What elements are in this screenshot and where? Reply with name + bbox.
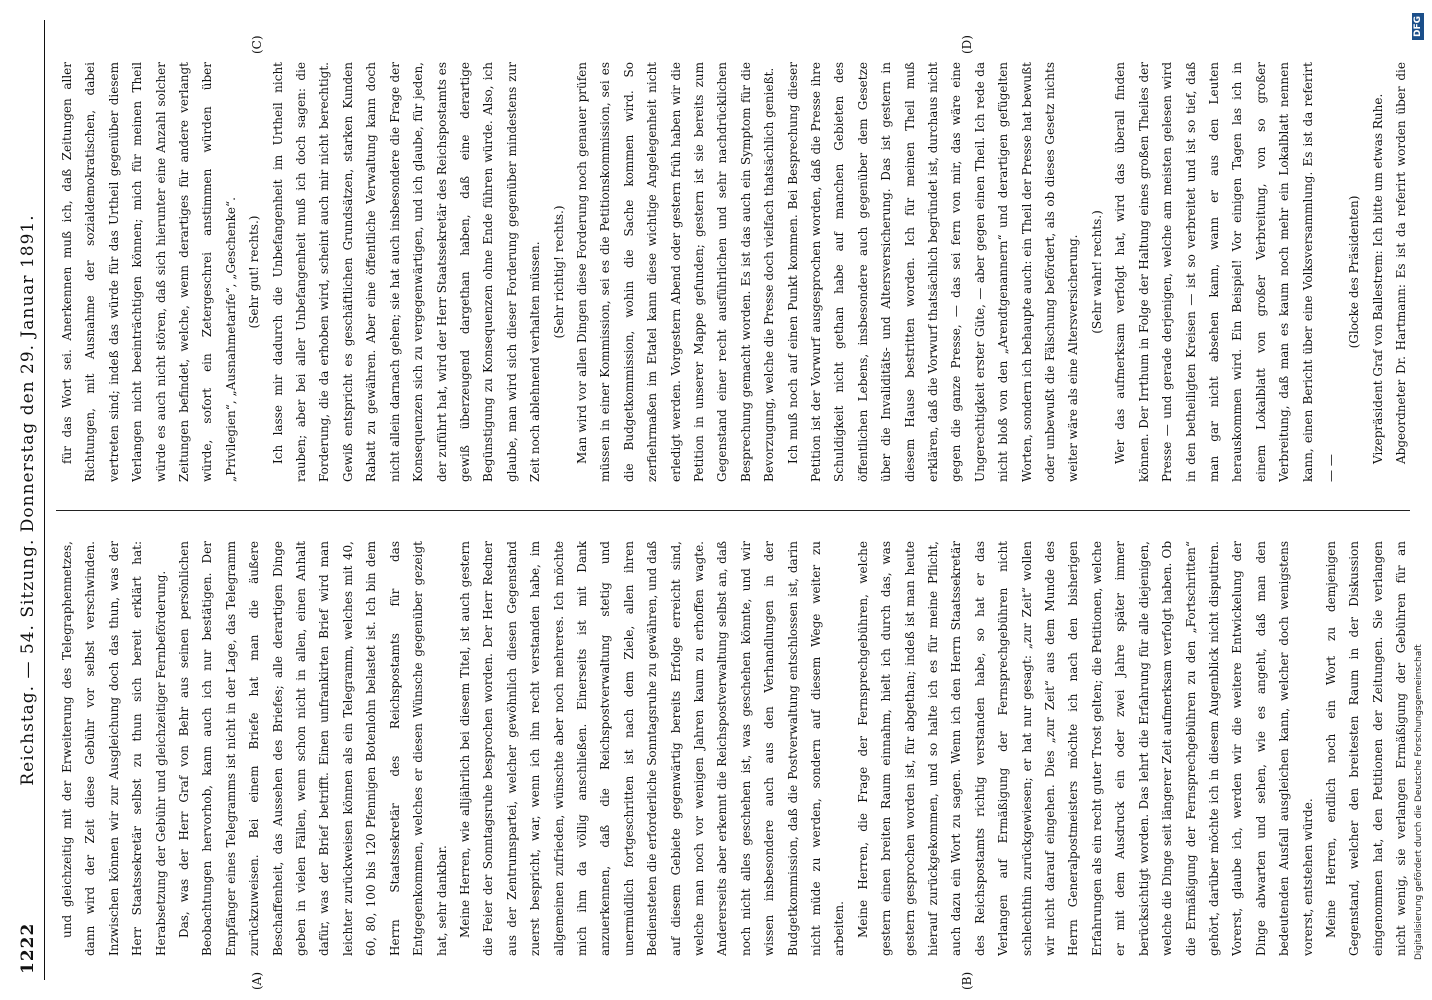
paragraph: Ich lasse mir dadurch die Unbefangenheit im Urtheil nicht rauben; aber bei aller Unbefangenheit muß ich doch sagen: die Forderung, die da erhoben wird, scheint auch mir nicht berechtigt. Gewiß entspricht es geschäftlichen Grundsätzen, starken Kunden Rabatt zu gewähren. Aber eine öffentliche Verwaltung kann doch nicht allein darnach gehen; sie hat auch insbesondere die Frage der Konsequenzen sich zu vergegenwärtigen, und ich glaube, für jeden, der zuführt hat, wird der Herr Staatssekretär des Reichspostamts es gewiß überzeugend dargethan haben, daß eine derartige Begünstigung zu Konsequenzen ohne Ende führen würde. Also, ich glaube, man wird sich dieser Forderung gegenüber mindestens zur Zeit noch ablehnend verhalten müssen.: [270, 62, 543, 482]
interjection: (Sehr gut! rechts.): [247, 215, 262, 329]
right-column: [56, 62, 1412, 482]
paragraph: für das Wort sei. Anerkennen muß ich, daß Zeitungen aller Richtungen, mit Ausnahme der sozialdemokratischen, dabei vertreten sind; indeß das würde für das Urtheil gegenüber diesem Verlangen nicht beeinträchtigen können; mich für meinen Theil würde es auch nicht stören, daß sich hierunter eine Anzahl solcher Zeitungen befindet, welche, wenn derartiges für andere verlangt würde, sofort ein Zetergeschrei anstimmen würden über „Privilegien“, „Ausnahmetarife“, „Geschenke“.: [60, 62, 238, 482]
margin-letter-d: (D): [960, 35, 974, 54]
margin-letter-a: (A): [250, 971, 264, 990]
column-divider: [56, 510, 1410, 511]
interjection: (Glocke des Präsidenten): [1347, 195, 1362, 349]
margin-letter-b: (B): [960, 971, 974, 990]
page-number: 1222: [18, 922, 38, 974]
interjection: (Sehr wahr! rechts.): [1089, 210, 1104, 334]
paragraph: Das, was der Herr Graf von Behr aus seinen persönlichen Beobachtungen hervorhob, kann auch ich nur bestätigen. Der Empfänger eines Telegramms ist nicht in der Lage, das Telegramm zurückzuweisen. Bei einem Briefe hat man die äußere Beschaffenheit, das Aussehen des Briefes; alle derartigen Dinge geben in vielen Fällen, wenn schon nicht in allen, einen Anhalt dafür, was der Brief betrifft. Einen unfrankirten Brief wird man leichter zurückweisen können als ein Telegramm, welches mit 40, 60, 80, 100 bis 120 Pfennigen Botenlohn belastet ist. Ich bin dem Herrn Staatssekretär des Reichspostamts für das Entgegenkommen, welches er diesen Wünsche gegenüber gezeigt hat, sehr dankbar.: [177, 541, 449, 956]
interjection: (Sehr richtig! rechts.): [551, 205, 566, 339]
paragraph: Meine Herren, endlich noch ein Wort zu demjenigen Gegenstand, welcher den breitesten Raum in der Diskussion eingenommen hat, den Petitionen der Zeitungen. Sie verlangen nicht wenig, sie verlangen Ermäßigung der Gebühren für an: [1323, 541, 1409, 956]
paragraph: Man wird vor allen Dingen diese Forderung noch genauer prüfen müssen in einer Kommission, sei es die Petitionskommission, sei es die Budgetkommission, wohin die Sache kommen wird. So zerfiehrmaßen im Etatel kann diese wichtige Angelegenheit nicht erledigt werden. Vorgestern Abend oder gestern früh haben wir die Petition in unserer Mappe gefunden; gestern ist sie bereits zum Gegenstand einer recht ausführlichen und sehr nachdrücklichen Besprechung gemacht worden. Es ist das auch ein Symptom für die Bevorzugung, welche die Presse doch vielfach thatsächlich genießt.: [574, 62, 777, 482]
paragraph: Meine Herren, wie alljährlich bei diesem Titel, ist auch gestern die Feier der Sonntagsruhe besprochen worden. Der Herr Redner aus der Zentrumspartei, welcher gewöhnlich diesen Gegenstand zuerst bespricht, war, wenn ich ihn recht verstanden habe, im allgemeinen zufrieden, wünschte aber noch mehreres. Ich möchte mich ihm da völlig anschließen. Einerseits ist mit Dank anzuerkennen, daß die Reichspostverwaltung stetig und unermüdlich fortgeschritten ist nach dem Ziele, allen ihren Bediensteten die erforderliche Sonntagsruhe zu gewähren, und daß auf diesem Gebiete gegenwärtig bereits Erfolge erreicht sind, welche man noch vor wenigen Jahren kaum zu erhoffen wagte. Andererseits aber erkennt die Reichspostverwaltung selbst an, daß noch nicht alles geschehen ist, was geschehen könnte, und wir wissen insbesondere auch aus den Verhandlungen in der Budgetkommission, daß die Postverwaltung entschlossen ist, darin nicht müde zu werden, sondern auf diesem Wege weiter zu arbeiten.: [457, 541, 847, 956]
page-title: Reichstag. — 54. Sitzung. Donnerstag den 29. Januar 1891.: [18, 214, 38, 786]
paragraph: Abgeordneter Dr. Hartmann: Es ist da referirt worden über die: [1394, 62, 1409, 464]
dfg-logo: DFG: [1412, 13, 1424, 40]
paragraph: Ich muß noch auf einen Punkt kommen. Bei Besprechung dieser Petition ist der Vorwurf ausgesprochen worden, daß die Presse ihre Schuldigkeit nicht gethan habe auf manchen Gebieten des öffentlichen Lebens, insbesondere auch gegenüber dem Gesetze über die Invaliditäts- und Altersversicherung. Das ist gestern in diesem Hause bestritten worden. Ich für meinen Theil muß erklären, daß die Vorwurf thatsächlich begründet ist, durchaus nicht gegen die ganze Presse, — das sei fern von mir, das wäre eine Ungerechtigkeit erster Güte, — aber gegen einen Theil. Ich rede da nicht bloß von den „Arendtgenannern“ und derartigen gefügelten Worten, sondern ich behaupte auch: ein Theil der Presse hat bewußt oder unbewußt die Fälschung befördert, als ob dieses Gesetz nichts weiter wäre als eine Altersversicherung.: [785, 62, 1081, 482]
paragraph: Wer das aufmerksam verfolgt hat, wird das überall finden können. Der Irrthum in Folge der Haltung eines großen Theiles der Presse — und gerade derjenigen, welche am meisten gelesen wird in den betheiligten Kreisen — ist so verbreitet und ist so tief, daß man gar nicht absehen kann, wann er aus den Leuten herauskommen wird. Ein Beispiel! Vor einigen Tagen las ich in einem Lokalblatt von großer Verbreitung, von so großer Verbreitung, daß man es kaum noch mehr ein Lokalblatt nennen kann, einen Bericht über eine Volksversammlung. Es ist da referirt — —: [1113, 62, 1338, 482]
margin-letter-c: (C): [250, 35, 264, 54]
paragraph: Vizepräsident Graf von Ballestrem: Ich bitte um etwas Ruhe.: [1370, 93, 1385, 464]
page-header: [14, 20, 45, 980]
paragraph: Meine Herren, die Frage der Fernsprechgebühren, welche gestern einen breiten Raum einnahm, hielt ich durch das, was gestern gesprochen worden ist, für abgethan; indeß ist man heute hierauf zurückgekommen, und so halte ich es für meine Pflicht, auch dazu ein Wort zu sagen. Wenn ich den Herrn Staatssekretär des Reichspostamts richtig verstanden habe, so hat er das Verlangen auf Ermäßigung der Fernsprechgebühren nicht schlechthin zurückgewiesen; er hat nur gesagt: „zur Zeit“ wollen wir nicht darauf eingehen. Dies „zur Zeit“ aus dem Munde des Herrn Generalpostmeisters möchte ich nach den bisherigen Erfahrungen als ein recht guter Trost gelten; die Petitionen, welche er mit dem Ausdruck ein oder zwei Jahre später immer berücksichtigt worden. Das lehrt die Erfahrung für alle diejenigen, welche die Dinge seit längerer Zeit aufmerksam verfolgt haben. Ob die Ermäßigung der Fernsprechgebühren zu den „Fortschritten“ gehört, darüber möchte ich in diesem Augenblick nicht disputiren. Vorerst, glaube ich, werden wir die weitere Entwickelung der Dinge abwarten und sehen, wie es angeht, daß man den bedeutenden Ausfall ausgleichen kann, welcher doch wenigstens vorerst, entstehen würde.: [855, 541, 1315, 956]
paragraph: und gleichzeitig mit der Erweiterung des Telegraphennetzes, dann wird der Zeit diese Gebühr vor selbst verschwinden. Inzwischen können wir zur Ausgleichung doch das thun, was der Herr Staatssekretär selbst zu thun sich bereit erklärt hat: Herabsetzung der Gebühr und gleichzeitiger Fernbeförderung.: [60, 541, 168, 956]
credit-text: Digitalisierung gefördert durch die Deutsche Forschungsgemeinschaft: [1414, 644, 1424, 960]
left-column: [56, 541, 1412, 956]
